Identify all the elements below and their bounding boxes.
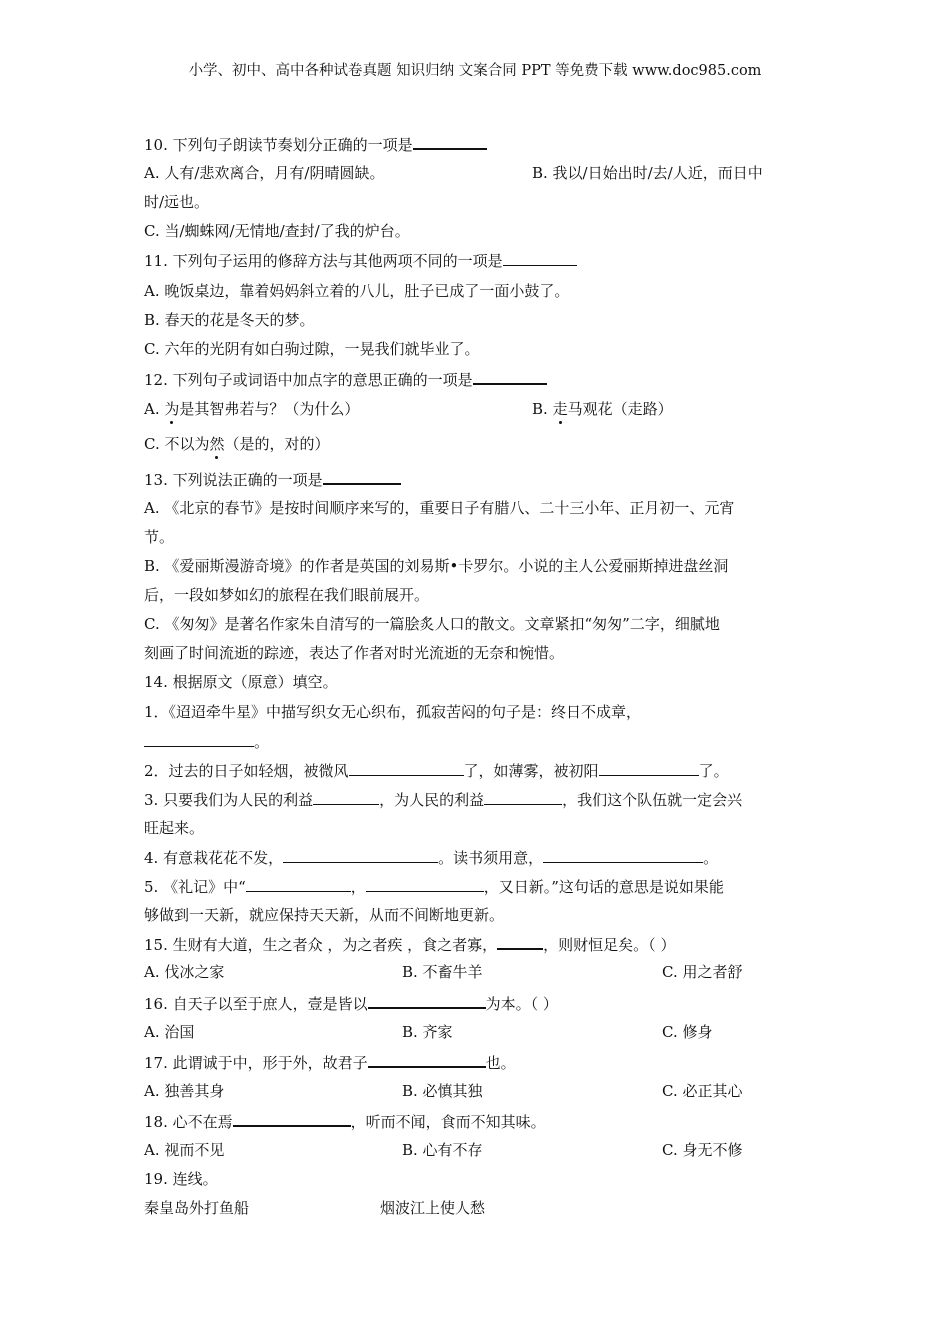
option-18-a[interactable]: A. 视而不见 bbox=[144, 1141, 225, 1159]
option-11-c: C. 六年的光阴有如白驹过隙，一晃我们就毕业了。 bbox=[144, 340, 480, 358]
option-13-a: A. 《北京的春节》是按时间顺序来写的，重要日子有腊八、二十三小年、正月初一、元宵 bbox=[144, 499, 735, 517]
question-17: 17. 此谓诚于中，形于外，故君子 也。 bbox=[144, 1051, 516, 1073]
option-13-a-cont: 节。 bbox=[144, 528, 175, 546]
answer-blank[interactable] bbox=[368, 992, 486, 1009]
dotted-char: 走 bbox=[552, 400, 568, 418]
fill-item-2: 2．过去的日子如轻烟，被微风 了，如薄雾，被初阳 了。 bbox=[144, 762, 729, 780]
answer-blank[interactable] bbox=[484, 789, 562, 805]
fill-item-4: 4. 有意栽花花不发， 。读书须用意， 。 bbox=[144, 849, 719, 867]
dotted-char: 然 bbox=[209, 435, 225, 453]
option-10-c: C. 当/蜘蛛网/无情地/查封/了我的炉台。 bbox=[144, 222, 410, 240]
option-13-c: C. 《匆匆》是著名作家朱自清写的一篇脍炙人口的散文。文章紧扣“匆匆”二字，细腻地 bbox=[144, 615, 720, 633]
option-15-b[interactable]: B. 不畜牛羊 bbox=[402, 963, 483, 981]
option-13-b-cont: 后，一段如梦如幻的旅程在我们眼前展开。 bbox=[144, 586, 430, 604]
question-10-stem: 10. 下列句子朗读节奏划分正确的一项是 bbox=[144, 136, 413, 154]
answer-blank[interactable] bbox=[503, 250, 577, 266]
option-16-c[interactable]: C. 修身 bbox=[662, 1023, 713, 1041]
answer-blank[interactable] bbox=[413, 133, 487, 150]
answer-blank[interactable] bbox=[313, 789, 379, 805]
option-18-c[interactable]: C. 身无不修 bbox=[662, 1141, 743, 1159]
answer-blank[interactable] bbox=[473, 368, 547, 385]
answer-blank[interactable] bbox=[323, 468, 401, 485]
question-10 bbox=[144, 133, 487, 155]
page-header: 小学、初中、高中各种试卷真题 知识归纳 文案合同 PPT 等免费下载 www.doc985.com bbox=[188, 63, 762, 79]
question-13 bbox=[144, 468, 401, 490]
answer-blank[interactable] bbox=[599, 760, 699, 776]
fill-item-1: 1．《迢迢牵牛星》中描写织女无心织布，孤寂苦闷的句子是：终日不成章， bbox=[144, 703, 642, 721]
option-16-a[interactable]: A. 治国 bbox=[144, 1023, 195, 1041]
answer-blank[interactable] bbox=[246, 876, 351, 892]
answer-blank[interactable] bbox=[349, 760, 464, 776]
option-17-b[interactable]: B. 必慎其独 bbox=[402, 1082, 483, 1100]
option-13-c-cont: 刻画了时间流逝的踪迹，表达了作者对时光流逝的无奈和惋惜。 bbox=[144, 644, 565, 662]
answer-blank[interactable] bbox=[144, 731, 254, 747]
fill-item-5: 5. 《礼记》中“ ， ，又日新。”这句话的意思是说如果能 bbox=[144, 878, 724, 896]
match-left-item[interactable]: 秦皇岛外打鱼船 bbox=[144, 1199, 250, 1217]
fill-item-1-cont: 。 bbox=[144, 731, 269, 752]
match-right-item[interactable]: 烟波江上使人愁 bbox=[380, 1199, 486, 1217]
question-14: 14. 根据原文（原意）填空。 bbox=[144, 673, 338, 691]
answer-blank[interactable] bbox=[497, 933, 543, 950]
question-19: 19. 连线。 bbox=[144, 1170, 218, 1188]
option-10-b-cont: 时/远也。 bbox=[144, 193, 210, 211]
option-17-a[interactable]: A. 独善其身 bbox=[144, 1082, 225, 1100]
question-12-stem: 12. 下列句子或词语中加点字的意思正确的一项是 bbox=[144, 371, 473, 389]
answer-blank[interactable] bbox=[233, 1110, 351, 1127]
option-13-b: B. 《爱丽斯漫游奇境》的作者是英国的刘易斯•卡罗尔。小说的主人公爱丽斯掉进盘丝洞 bbox=[144, 557, 729, 575]
option-15-a[interactable]: A. 伐冰之家 bbox=[144, 963, 225, 981]
question-12 bbox=[144, 368, 547, 390]
option-15-c[interactable]: C. 用之者舒 bbox=[662, 963, 743, 981]
option-10-b: B. 我以/日始出时/去/人近，而日中 bbox=[532, 164, 763, 182]
option-12-b: B. 走马观花（走路） bbox=[532, 400, 673, 418]
question-13-stem: 13. 下列说法正确的一项是 bbox=[144, 471, 323, 489]
answer-blank[interactable] bbox=[366, 876, 484, 892]
option-16-b[interactable]: B. 齐家 bbox=[402, 1023, 453, 1041]
fill-item-5-cont: 够做到一天新，就应保持天天新，从而不间断地更新。 bbox=[144, 906, 505, 924]
option-11-a: A. 晚饭桌边，靠着妈妈斜立着的八儿，肚子已成了一面小鼓了。 bbox=[144, 282, 570, 300]
answer-blank[interactable] bbox=[543, 847, 703, 863]
answer-blank[interactable] bbox=[283, 847, 438, 863]
dotted-char: 为 bbox=[164, 400, 180, 418]
question-16: 16. 自天子以至于庶人，壹是皆以 为本。（ ） bbox=[144, 992, 558, 1014]
question-18: 18. 心不在焉 ，听而不闻，食而不知其味。 bbox=[144, 1110, 546, 1132]
option-18-b[interactable]: B. 心有不存 bbox=[402, 1141, 483, 1159]
fill-item-3-cont: 旺起来。 bbox=[144, 819, 205, 837]
question-15: 15. 生财有大道，生之者众 ，为之者疾 ，食之者寡， ，则财恒足矣。（ ） bbox=[144, 933, 675, 955]
fill-item-3: 3. 只要我们为人民的利益 ，为人民的利益 ，我们这个队伍就一定会兴 bbox=[144, 791, 743, 809]
answer-blank[interactable] bbox=[368, 1051, 486, 1068]
option-12-c: C. 不以为然（是的，对的） bbox=[144, 435, 330, 453]
question-11 bbox=[144, 250, 577, 271]
option-17-c[interactable]: C. 必正其心 bbox=[662, 1082, 743, 1100]
option-10-a: A. 人有/悲欢离合，月有/阴晴圆缺。 bbox=[144, 164, 385, 182]
option-11-b: B. 春天的花是冬天的梦。 bbox=[144, 311, 315, 329]
option-12-a: A. 为是其智弗若与？（为什么） bbox=[144, 400, 360, 418]
question-11-stem: 11. 下列句子运用的修辞方法与其他两项不同的一项是 bbox=[144, 252, 503, 270]
